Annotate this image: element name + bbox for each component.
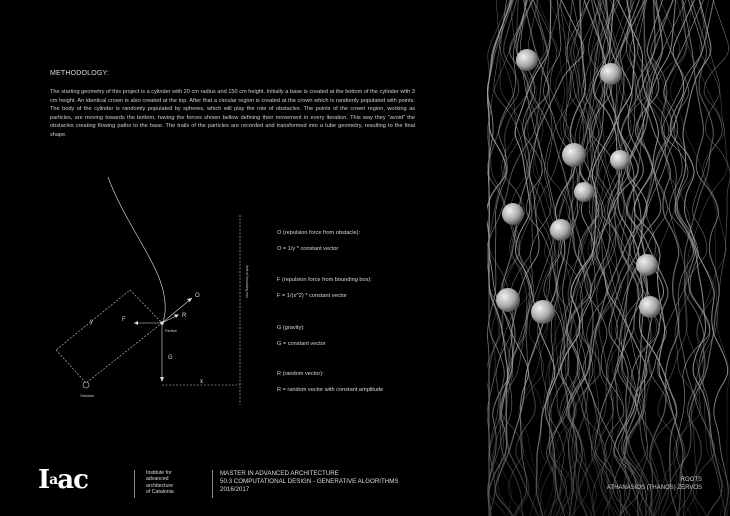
label-y: y <box>90 319 93 325</box>
legend-title: G (gravity): <box>277 325 305 331</box>
label-x: x <box>200 379 203 385</box>
label-obstacle: Obstacle <box>80 394 95 398</box>
project-credit <box>607 476 702 492</box>
iaac-logo-mark: $I^aac$ <box>38 465 88 495</box>
course-name: 50.3 COMPUTATIONAL DESIGN - GENERATIVE ALGORITHMS <box>220 478 399 485</box>
label-o: O <box>195 293 200 299</box>
legend-title: O (repulsion force from obstacle): <box>277 230 361 236</box>
obstacle-marker <box>83 382 89 388</box>
obstacle-sphere <box>496 288 520 312</box>
methodology-title: METHODOLOGY: <box>50 70 110 77</box>
legend-definition: R = random vector with constant amplitude <box>277 387 384 393</box>
legend-item-random <box>277 371 383 393</box>
legend-title: R (random vector): <box>277 371 324 377</box>
obstacle-sphere <box>550 219 572 241</box>
legend-title: F (repulsion force from bounding box): <box>277 277 372 283</box>
project-title: ROOTS <box>680 477 702 483</box>
legend-definition: G = constant vector <box>277 341 326 347</box>
obstacle-sphere <box>516 49 538 71</box>
footer-divider <box>212 470 213 498</box>
iaac-logo <box>38 465 88 495</box>
institute-name: Institute for advanced architecture of Catalonia <box>146 470 174 496</box>
label-bounding-box: limit of bounding box <box>245 265 249 298</box>
obstacle-distance-box <box>56 290 162 383</box>
program-name: MASTER IN ADVANCED ARCHITECTURE <box>220 470 339 477</box>
obstacle-sphere <box>502 203 524 225</box>
legend-definition: F = 1/(x^2) * constant vector <box>277 293 347 299</box>
program-info <box>220 470 399 494</box>
label-particle: Particle <box>165 329 177 333</box>
force-diagram <box>50 175 260 410</box>
legend-item-bounding-box <box>277 277 372 299</box>
obstacle-sphere <box>639 296 661 318</box>
project-author: ATHANASIOS (THANOS) ZERVOS <box>606 485 702 491</box>
roots-render-image <box>487 0 730 516</box>
label-r: R <box>182 313 187 319</box>
obstacle-sphere <box>636 254 658 276</box>
label-f: F <box>122 317 126 323</box>
obstacle-sphere <box>562 143 586 167</box>
legend-item-gravity <box>277 325 326 347</box>
legend-definition: O = 1/y * constant vector <box>277 246 339 252</box>
obstacle-sphere <box>574 182 594 202</box>
o-arrow <box>162 298 192 323</box>
obstacle-sphere <box>610 150 630 170</box>
obstacle-sphere <box>531 300 555 324</box>
label-g: G <box>168 355 173 361</box>
legend-item-obstacle <box>277 230 360 252</box>
methodology-body: The starting geometry of this project is a cylinder with 20 cm radius and 150 cm height. Initially a base is created at the bottom of the cylinder with 3 cm height. An identical crown is also created at the top. After that a circular region is created at the crown which is randomly populated with points. The body of the cylinder is randomly populated by spheres, which will play the role of obstacles. The points of the crown region, working as particles, are moving towards the bottom, having the forces shown bellow defining their movement in every iteration. This way they “avoid” the obstacles creating flowing paths to the base. The trails of the particles are recorded and transformed into a tube geometry, resulting to the final shape. <box>50 89 415 138</box>
footer-divider <box>134 470 135 498</box>
particle-path <box>108 177 165 325</box>
obstacle-sphere <box>600 63 622 85</box>
academic-year: 2016/2017 <box>220 486 250 493</box>
